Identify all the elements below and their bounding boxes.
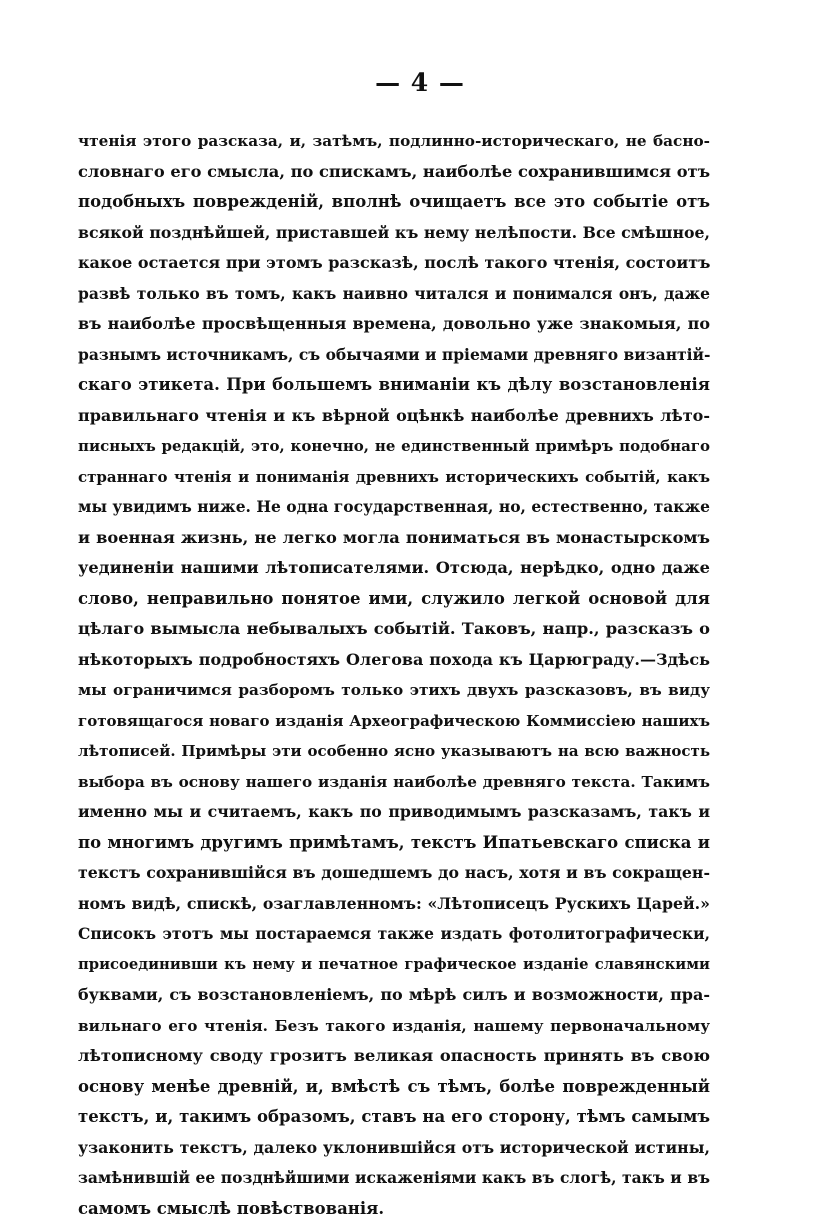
text-line: готовящагося новаго изданія Археографическою Коммиссіею нашихъ: [78, 706, 710, 737]
text-line: чтенія этого разсказа, и, затѣмъ, подлинно-историческаго, не басно-: [78, 126, 710, 157]
text-line: выбора въ основу нашего изданія наиболѣе древняго текста. Такимъ: [78, 767, 710, 798]
text-line: Списокъ этотъ мы постараемся также издать фотолитографически,: [78, 919, 710, 950]
text-line: разнымъ источникамъ, съ обычаями и пріемами древняго византій-: [78, 340, 710, 371]
text-line: буквами, съ возстановленіемъ, по мѣрѣ силъ и возможности, пра-: [78, 980, 710, 1011]
text-line: мы увидимъ ниже. Не одна государственная, но, естественно, также: [78, 492, 710, 523]
text-line: лѣтописей. Примѣры эти особенно ясно указываютъ на всю важность: [78, 736, 710, 767]
text-line: вильнаго его чтенія. Безъ такого изданія, нашему первоначальному: [78, 1011, 710, 1042]
text-line: всякой позднѣйшей, приставшей къ нему нелѣпости. Все смѣшное,: [78, 218, 710, 249]
text-line: самомъ смыслѣ повѣствованія.: [78, 1194, 710, 1224]
text-line: лѣтописному своду грозитъ великая опасность принять въ свою: [78, 1041, 710, 1072]
text-line: писныхъ редакцій, это, конечно, не единственный примѣръ подобнаго: [78, 431, 710, 462]
text-line: текстъ, и, такимъ образомъ, ставъ на его сторону, тѣмъ самымъ: [78, 1102, 710, 1133]
text-line: замѣнившій ее позднѣйшими искаженіями какъ въ слогѣ, такъ и въ: [78, 1163, 710, 1194]
text-line: въ наиболѣе просвѣщенныя времена, довольно уже знакомыя, по: [78, 309, 710, 340]
text-line: страннаго чтенія и пониманія древнихъ историческихъ событій, какъ: [78, 462, 710, 493]
text-line: уединеніи нашими лѣтописателями. Отсюда, нерѣдко, одно даже: [78, 553, 710, 584]
text-line: какое остается при этомъ разсказѣ, послѣ такого чтенія, состоитъ: [78, 248, 710, 279]
text-line: основу менѣе древній, и, вмѣстѣ съ тѣмъ, болѣе поврежденный: [78, 1072, 710, 1103]
text-line: присоединивши къ нему и печатное графическое изданіе славянскими: [78, 950, 710, 981]
text-line: мы ограничимся разборомъ только этихъ двухъ разсказовъ, въ виду: [78, 675, 710, 706]
text-line: нѣкоторыхъ подробностяхъ Олегова похода къ Царюграду.—Здѣсь: [78, 645, 710, 676]
text-line: по многимъ другимъ примѣтамъ, текстъ Ипатьевскаго списка и: [78, 828, 710, 859]
text-line: именно мы и считаемъ, какъ по приводимымъ разсказамъ, такъ и: [78, 797, 710, 828]
text-line: словнаго его смысла, по спискамъ, наиболѣе сохранившимся отъ: [78, 157, 710, 188]
text-line: правильнаго чтенія и къ вѣрной оцѣнкѣ наиболѣе древнихъ лѣто-: [78, 401, 710, 432]
text-line: номъ видѣ, спискѣ, озаглавленномъ: «Лѣтописецъ Рускихъ Царей.»: [78, 889, 710, 920]
page-number: — 4 —: [0, 68, 840, 97]
text-line: цѣлаго вымысла небывалыхъ событій. Таковъ, напр., разсказъ о: [78, 614, 710, 645]
text-line: развѣ только въ томъ, какъ наивно читался и понимался онъ, даже: [78, 279, 710, 310]
text-line: текстъ сохранившійся въ дошедшемъ до насъ, хотя и въ сокращен-: [78, 858, 710, 889]
text-line: слово, неправильно понятое ими, служило легкой основой для: [78, 584, 710, 615]
text-line: подобныхъ поврежденій, вполнѣ очищаетъ все это событіе отъ: [78, 187, 710, 218]
text-line: и военная жизнь, не легко могла пониматься въ монастырскомъ: [78, 523, 710, 554]
text-line: скаго этикета. При большемъ вниманіи къ дѣлу возстановленія: [78, 370, 710, 401]
body-paragraph: [78, 126, 710, 1224]
text-line: узаконить текстъ, далеко уклонившійся отъ исторической истины,: [78, 1133, 710, 1164]
